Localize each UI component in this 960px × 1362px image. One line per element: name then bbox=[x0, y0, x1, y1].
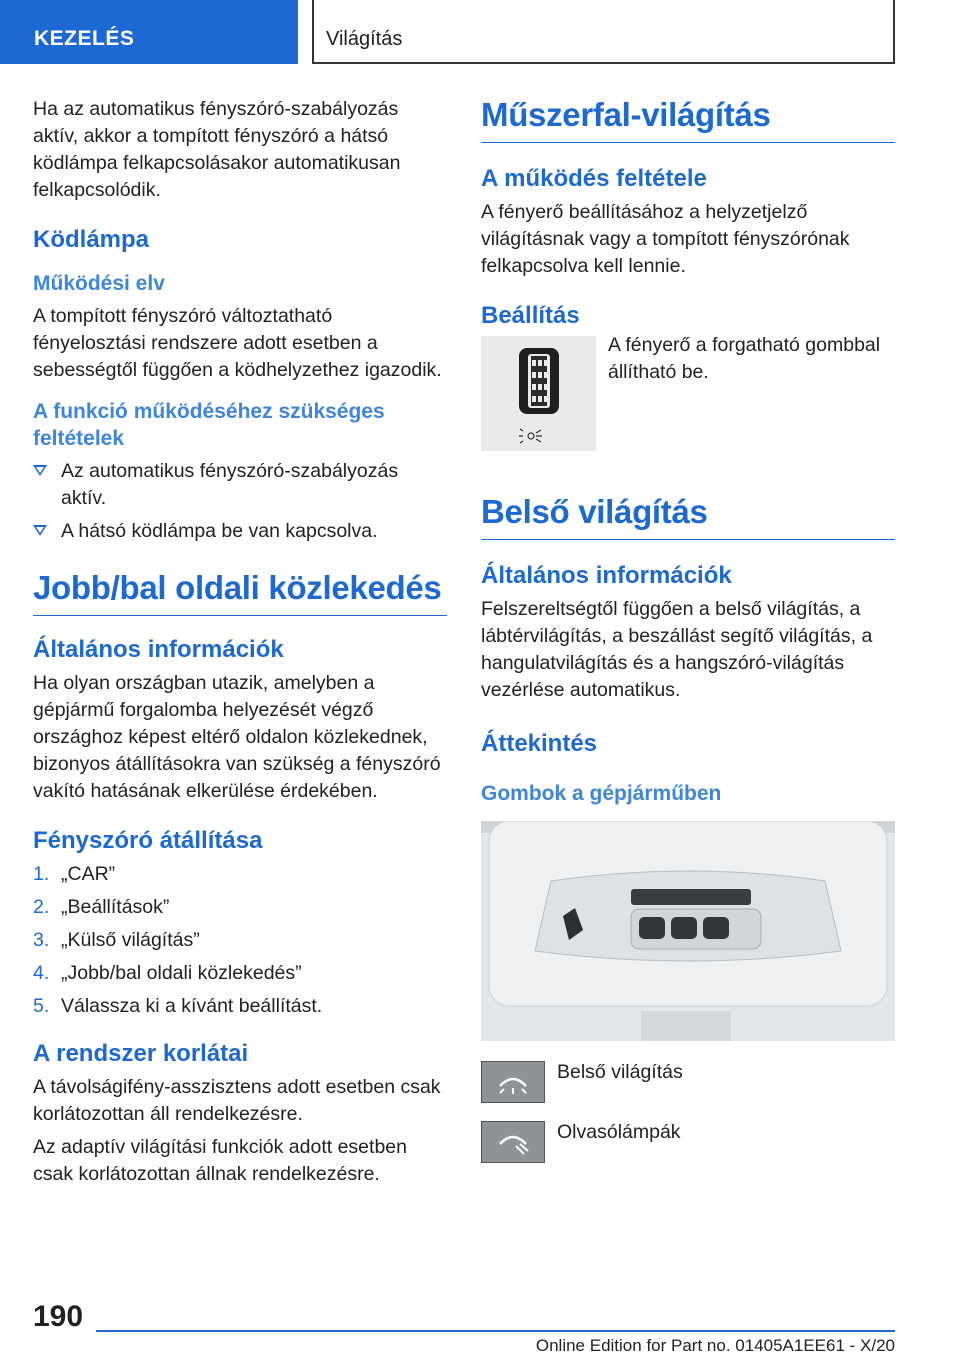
gombok-heading: Gombok a gépjárműben bbox=[481, 782, 722, 805]
page-title: Világítás bbox=[312, 0, 895, 64]
step-item: 3. „Külső világítás” bbox=[33, 929, 200, 951]
beallitas-text: A fényerő a forgatható gombbal állítható be. bbox=[608, 334, 881, 383]
right-column bbox=[481, 96, 895, 1163]
mukodesi-elv-text: A tompított fényszóró változtatható fényelosztási rendszere adott esetben a sebességtől függően a ködhelyzethez igazodik. bbox=[33, 305, 442, 381]
bullet-triangle-icon bbox=[33, 465, 47, 476]
brightness-knob-icon bbox=[481, 336, 596, 451]
left-column bbox=[33, 96, 447, 1188]
step-item: 2. „Beállítások” bbox=[33, 896, 170, 918]
conditions-list bbox=[33, 458, 447, 545]
brightness-knob-image bbox=[481, 336, 596, 451]
step-item: 4. „Jobb/bal oldali közlekedés” bbox=[33, 962, 302, 984]
page-number: 190 bbox=[33, 1300, 84, 1333]
steps-list bbox=[33, 861, 447, 1020]
roof-console-image bbox=[481, 821, 895, 1041]
interior-light-icon bbox=[481, 1061, 545, 1103]
belso-heading: Belső világítás bbox=[481, 493, 895, 540]
kodlampa-heading: Ködlámpa bbox=[33, 226, 150, 253]
muszerfal-heading: Műszerfal-világítás bbox=[481, 96, 895, 143]
step-item: 5. Válassza ki a kívánt beállítást. bbox=[33, 995, 323, 1017]
feltetelek-heading: A funkció működéséhez szükséges feltételek bbox=[33, 400, 385, 450]
icon-row-reading bbox=[481, 1121, 895, 1163]
altalanos-heading: Általános információk bbox=[33, 636, 284, 663]
roof-console-icon bbox=[481, 821, 895, 1041]
jobb-bal-heading: Jobb/bal oldali közlekedés bbox=[33, 569, 447, 616]
section-tab: KEZELÉS bbox=[0, 0, 298, 64]
edition-text: Online Edition for Part no. 01405A1EE61 - X/20 bbox=[535, 1336, 895, 1355]
attekintes-heading: Áttekintés bbox=[481, 730, 598, 757]
feltetele-heading: A működés feltétele bbox=[481, 165, 707, 192]
reading-light-label: Olvasólámpák bbox=[557, 1121, 681, 1143]
korlatai-heading: A rendszer korlátai bbox=[33, 1040, 249, 1067]
korlatai-text-2: Az adaptív világítási funkciók adott esetben csak korlátozottan állnak rendelkezésre. bbox=[33, 1136, 407, 1185]
interior-light-label: Belső világítás bbox=[557, 1061, 683, 1083]
list-item: A hátsó ködlámpa be van kapcsolva. bbox=[33, 518, 447, 545]
footer-divider bbox=[96, 1330, 895, 1332]
altalanos-text-right: Felszereltségtől függően a belső világítás, a lábtérvilágítás, a beszállást segítő világítás, a hangulatvilágítás és a hangszóró-világítás vezérlése automatikus. bbox=[481, 598, 873, 701]
beallitas-heading: Beállítás bbox=[481, 302, 580, 329]
icon-row-interior bbox=[481, 1061, 895, 1103]
korlatai-text-1: A távolságifény-asszisztens adott esetben csak korlátozottan áll rendelkezésre. bbox=[33, 1076, 441, 1125]
reading-light-icon bbox=[481, 1121, 545, 1163]
step-item: 1. „CAR” bbox=[33, 863, 116, 885]
list-item: Az automatikus fényszóró-szabályozás aktív. bbox=[33, 458, 447, 512]
altalanos-heading-right: Általános információk bbox=[481, 562, 732, 589]
mukodesi-elv-heading: Működési elv bbox=[33, 272, 165, 295]
atallitas-heading: Fényszóró átállítása bbox=[33, 827, 263, 854]
altalanos-text: Ha olyan országban utazik, amelyben a gépjármű forgalomba helyezését végző országhoz képest eltérő oldalon közlekednek, bizonyos átállításokra van szükség a fényszóró vakító hatásának elkerülése érdekében. bbox=[33, 672, 441, 802]
intro-text: Ha az automatikus fényszóró-szabályozás aktív, akkor a tompított fényszóró a hátsó ködlámpa felkapcsolásakor automatikusan felkapcsolódik. bbox=[33, 98, 401, 201]
bullet-triangle-icon bbox=[33, 525, 47, 536]
feltetele-text: A fényerő beállításához a helyzetjelző világításnak vagy a tompított fényszórónak felkapcsolva kell lennie. bbox=[481, 201, 850, 277]
